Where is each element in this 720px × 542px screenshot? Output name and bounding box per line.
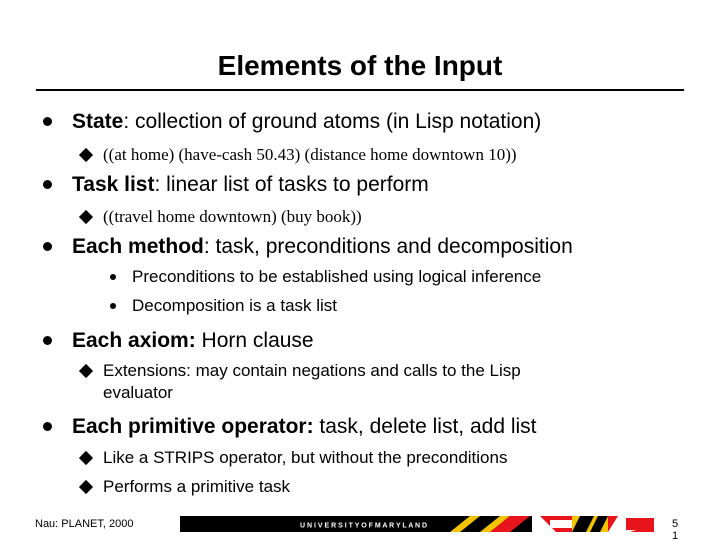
- diamond-bullet-icon: [79, 148, 93, 162]
- bullet-state: [72, 109, 541, 135]
- axiom-extensions-line1: Extensions: may contain negations and calls to the Lisp: [103, 361, 521, 380]
- bullet-dot-icon: [43, 336, 52, 345]
- axiom-extensions-line2: evaluator: [103, 383, 173, 402]
- bullet-dot-icon: [43, 422, 52, 431]
- diamond-bullet-icon: [79, 364, 93, 378]
- maryland-flag-icon: [450, 516, 654, 532]
- method-item: Preconditions to be established using logical inference: [132, 267, 542, 286]
- task-example: ((travel home downtown) (buy book)): [103, 207, 362, 226]
- bullet-method-text: : task, preconditions and decomposition: [203, 235, 573, 258]
- primitive-item: Like a STRIPS operator, but without the preconditions: [103, 448, 508, 467]
- banner-text: U N I V E R S I T Y O F M A R Y L A N D: [300, 522, 428, 530]
- bullet-dot-icon: [43, 117, 52, 126]
- bullet-state-text: : collection of ground atoms (in Lisp notation): [123, 110, 542, 133]
- university-of-maryland-banner: [180, 516, 654, 532]
- page-number-bottom: 1: [672, 530, 679, 542]
- primitive-item: Performs a primitive task: [103, 477, 291, 496]
- bullet-task-list-term: Task list: [72, 173, 155, 196]
- bullet-axiom: [72, 328, 314, 354]
- small-dot-icon: [110, 274, 116, 280]
- page-number-top: 5: [672, 518, 679, 530]
- bullet-task-list: [72, 172, 429, 198]
- bullet-task-list-text: : linear list of tasks to perform: [154, 173, 429, 196]
- page-number: [672, 518, 678, 542]
- title-rule: [36, 89, 684, 91]
- diamond-bullet-icon: [79, 480, 93, 494]
- bullet-primitive-text: task, delete list, add list: [313, 415, 537, 438]
- bullet-primitive: [72, 414, 537, 440]
- bullet-dot-icon: [43, 180, 52, 189]
- bullet-primitive-term: Each primitive operator:: [72, 415, 314, 438]
- bullet-dot-icon: [43, 242, 52, 251]
- bullet-axiom-text: Horn clause: [195, 329, 314, 352]
- method-item: Decomposition is a task list: [132, 296, 338, 315]
- bullet-state-term: State: [72, 110, 124, 133]
- bullet-method: [72, 234, 573, 260]
- bullet-axiom-term: Each axiom:: [72, 329, 196, 352]
- diamond-bullet-icon: [79, 451, 93, 465]
- small-dot-icon: [110, 303, 116, 309]
- diamond-bullet-icon: [79, 210, 93, 224]
- state-example: ((at home) (have-cash 50.43) (distance home downtown 10)): [103, 145, 517, 164]
- bullet-method-term: Each method: [72, 235, 204, 258]
- slide-title: Elements of the Input: [217, 50, 503, 81]
- footer-credit: Nau: PLANET, 2000: [35, 518, 134, 530]
